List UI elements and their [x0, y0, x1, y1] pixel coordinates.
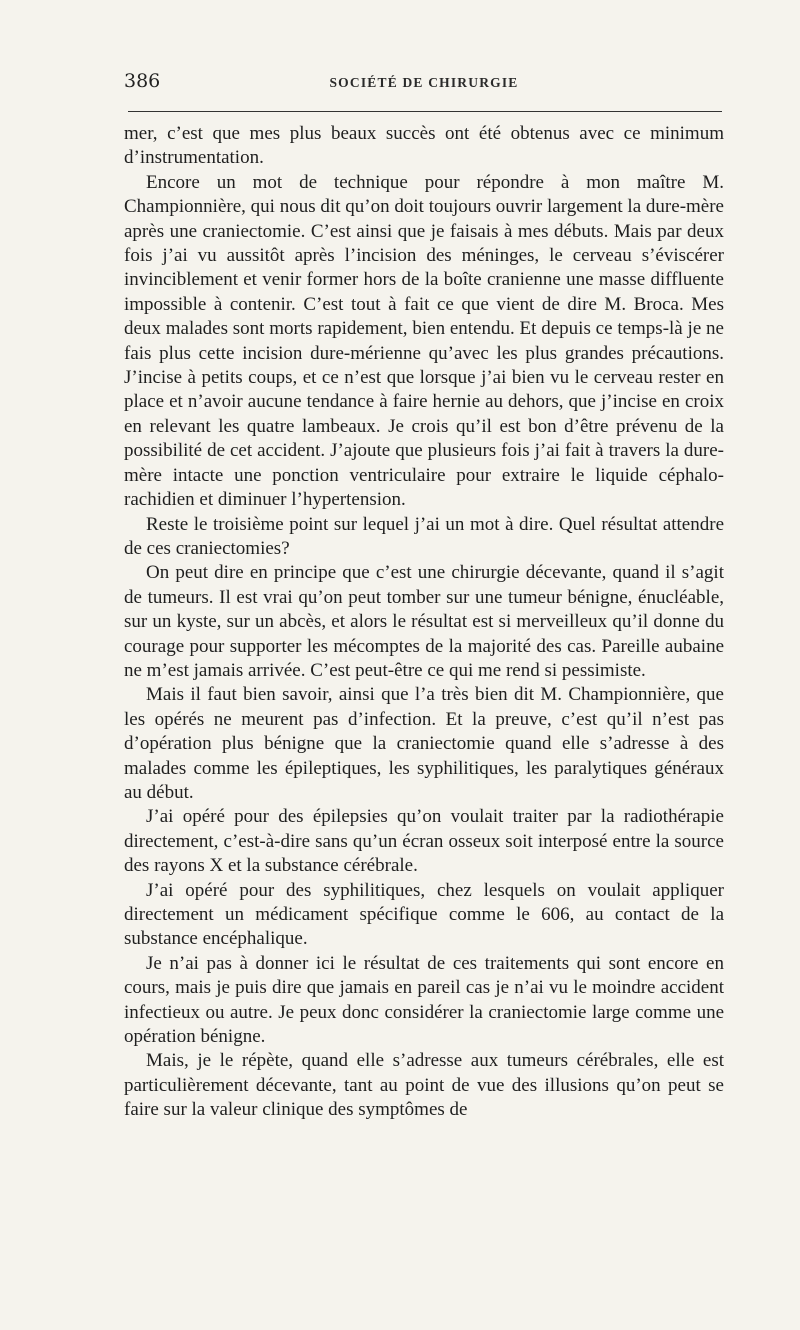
paragraph: J’ai opéré pour des syphilitiques, chez lesquels on voulait appliquer directement un médicament spécifique comme le 606, au contact de la substance encéphalique.: [124, 879, 724, 950]
paragraph: On peut dire en principe que c’est une chirurgie décevante, quand il s’agit de tumeurs. Il est vrai qu’on peut tomber sur une tumeur bénigne, énucléable, sur un kyste, sur un abcès, et alors le résultat est si merveilleux qu’il donne du courage pour supporter les mécomptes de la majorité des cas. Pareille aubaine ne m’est jamais arrivée. C’est peut-être ce qui me rend si pessimiste.: [124, 562, 724, 681]
running-head: SOCIÉTÉ DE CHIRURGIE: [329, 75, 519, 90]
paragraph: Reste le troisième point sur lequel j’ai un mot à dire. Quel résultat attendre de ces craniectomies?: [124, 513, 724, 559]
body-text: [124, 122, 724, 1123]
paragraph: Mais, je le répète, quand elle s’adresse aux tumeurs cérébrales, elle est particulièrement décevante, tant au point de vue des illusions qu’on peut se faire sur la valeur clinique des symptômes de: [124, 1050, 724, 1121]
page-header: [124, 70, 724, 100]
paragraph: J’ai opéré pour des épilepsies qu’on voulait traiter par la radiothérapie directement, c’est-à-dire sans qu’un écran osseux soit interposé entre la source des rayons X et la substance cérébrale.: [124, 806, 724, 877]
paragraph: Mais il faut bien savoir, ainsi que l’a très bien dit M. Championnière, que les opérés ne meurent pas d’infection. Et la preuve, c’est qu’il n’est pas d’opération plus bénigne que la craniectomie quand elle s’adresse à des malades comme les épileptiques, les syphilitiques, les paralytiques généraux au début.: [124, 684, 724, 803]
header-rule: [128, 111, 722, 112]
paragraph: mer, c’est que mes plus beaux succès ont été obtenus avec ce minimum d’instrumentation.: [124, 123, 724, 169]
paragraph: Je n’ai pas à donner ici le résultat de ces traitements qui sont encore en cours, mais je puis dire que jamais en pareil cas je n’ai vu le moindre accident infectieux ou autre. Je peux donc considérer la craniectomie large comme une opération bénigne.: [124, 952, 724, 1048]
paragraph: Encore un mot de technique pour répondre à mon maître M. Championnière, qui nous dit qu’on doit toujours ouvrir largement la dure-mère après une craniectomie. C’est ainsi que je faisais à mes débuts. Mais par deux fois j’ai vu aussitôt après l’incision des méninges, le cerveau s’éviscérer invinciblement et venir former hors de la boîte cranienne une masse diffluente impossible à contenir. C’est tout à fait ce que vient de dire M. Broca. Mes deux malades sont morts rapidement, bien entendu. Et depuis ce temps-là je ne fais plus cette incision dure-mérienne qu’avec les plus grandes précautions. J’incise à petits coups, et ce n’est que lorsque j’ai bien vu le cerveau rester en place et n’avoir aucune tendance à faire hernie au dehors, que j’incise en croix en relevant les quatre lambeaux. Je crois qu’il est bon d’être prévenu de la possibilité de cet accident. J’ajoute que plusieurs fois j’ai fait à travers la dure-mère intacte une ponction ventriculaire pour extraire le liquide céphalo-rachidien et diminuer l’hypertension.: [124, 171, 724, 511]
page-number: 386: [124, 70, 161, 92]
